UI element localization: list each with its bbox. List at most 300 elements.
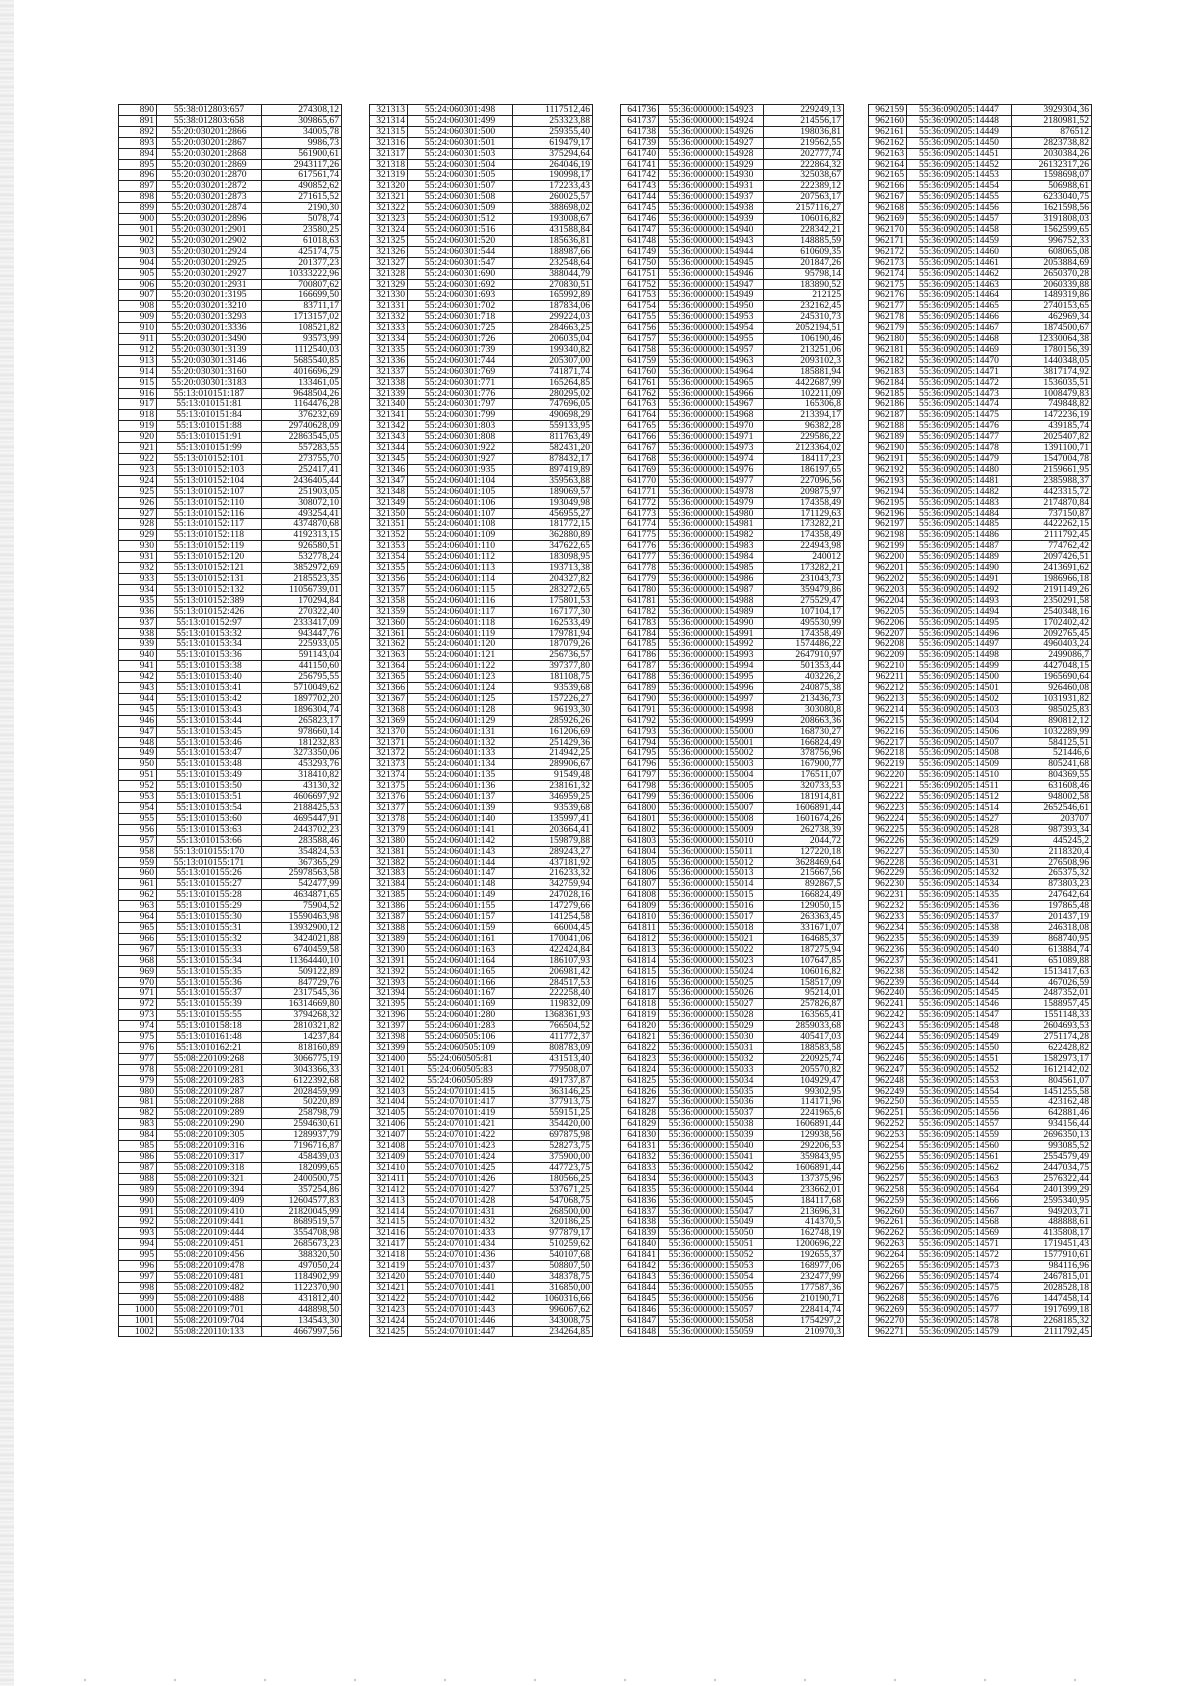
cadastral-number-cell: 55:36:090205:14494 [907, 606, 1012, 617]
cadastral-number-cell: 55:36:000000:154973 [659, 443, 764, 454]
table-row [621, 617, 844, 628]
table-row [119, 737, 342, 748]
cadastral-value-cell: 50220,89 [262, 1097, 342, 1108]
row-number-cell: 641762 [621, 388, 659, 399]
table-row [119, 388, 342, 399]
cadastral-value-cell: 462969,34 [1012, 312, 1092, 323]
cadastral-number-cell: 55:36:090205:14552 [907, 1064, 1012, 1075]
cadastral-number-cell: 55:36:090205:14568 [907, 1217, 1012, 1228]
cadastral-value-cell: 12330064,38 [1012, 334, 1092, 345]
table-row [621, 912, 844, 923]
cadastral-number-cell: 55:36:090205:14484 [907, 508, 1012, 519]
cadastral-value-cell: 284517,53 [513, 977, 593, 988]
table-row [370, 770, 593, 781]
row-number-cell: 321398 [370, 1032, 408, 1043]
cadastral-number-cell: 55:24:060401:122 [408, 661, 513, 672]
table-row [370, 781, 593, 792]
cadastral-number-cell: 55:36:090205:14465 [907, 301, 1012, 312]
table-row [621, 530, 844, 541]
table-row [119, 824, 342, 835]
cadastral-value-cell: 13932900,12 [262, 922, 342, 933]
table-row [621, 879, 844, 890]
row-number-cell: 321424 [370, 1315, 408, 1326]
cadastral-value-cell: 161206,69 [513, 726, 593, 737]
table-row [119, 170, 342, 181]
cadastral-number-cell: 55:24:060401:118 [408, 617, 513, 628]
row-number-cell: 641804 [621, 846, 659, 857]
cadastral-number-cell: 55:24:060401:163 [408, 944, 513, 955]
row-number-cell: 321354 [370, 552, 408, 563]
cadastral-value-cell: 14237,84 [262, 1032, 342, 1043]
row-number-cell: 962172 [869, 246, 907, 257]
table-row [119, 1162, 342, 1173]
table-row [370, 617, 593, 628]
table-row [869, 192, 1092, 203]
row-number-cell: 641769 [621, 464, 659, 475]
table-row [869, 770, 1092, 781]
table-row [621, 1326, 844, 1337]
row-number-cell: 641816 [621, 977, 659, 988]
cadastral-number-cell: 55:36:000000:154997 [659, 693, 764, 704]
cadastral-number-cell: 55:24:060301:799 [408, 410, 513, 421]
cadastral-number-cell: 55:13:010152:132 [157, 584, 262, 595]
table-row [621, 246, 844, 257]
cadastral-number-cell: 55:36:090205:14540 [907, 944, 1012, 955]
table-row [869, 1053, 1092, 1064]
cadastral-number-cell: 55:13:010155:35 [157, 966, 262, 977]
cadastral-number-cell: 55:24:070101:421 [408, 1119, 513, 1130]
row-number-cell: 999 [119, 1293, 157, 1304]
table-row [119, 105, 342, 116]
cadastral-value-cell: 2594630,61 [262, 1119, 342, 1130]
table-row [370, 933, 593, 944]
cadastral-value-cell: 162533,49 [513, 617, 593, 628]
table-row [119, 1032, 342, 1043]
row-number-cell: 962263 [869, 1239, 907, 1250]
cadastral-number-cell: 55:13:010152:119 [157, 541, 262, 552]
table-row [621, 552, 844, 563]
row-number-cell: 641779 [621, 573, 659, 584]
row-number-cell: 951 [119, 770, 157, 781]
cadastral-number-cell: 55:13:010151:81 [157, 399, 262, 410]
table-row [621, 519, 844, 530]
row-number-cell: 641752 [621, 279, 659, 290]
row-number-cell: 641759 [621, 355, 659, 366]
cadastral-number-cell: 55:36:090205:14508 [907, 748, 1012, 759]
row-number-cell: 641809 [621, 901, 659, 912]
cadastral-number-cell: 55:36:000000:154947 [659, 279, 764, 290]
cadastral-number-cell: 55:36:000000:155058 [659, 1315, 764, 1326]
cadastral-number-cell: 55:13:010153:51 [157, 792, 262, 803]
cadastral-value-cell: 2092765,45 [1012, 628, 1092, 639]
cadastral-value-cell: 613884,74 [1012, 944, 1092, 955]
cadastral-value-cell: 193713,38 [513, 563, 593, 574]
table-row [869, 813, 1092, 824]
row-number-cell: 321422 [370, 1293, 408, 1304]
cadastral-number-cell: 55:24:060401:165 [408, 966, 513, 977]
row-number-cell: 1001 [119, 1315, 157, 1326]
cadastral-number-cell: 55:24:060401:283 [408, 1021, 513, 1032]
cadastral-number-cell: 55:20:030201:3195 [157, 290, 262, 301]
cadastral-value-cell: 388320,50 [262, 1250, 342, 1261]
cadastral-number-cell: 55:36:090205:14507 [907, 737, 1012, 748]
row-number-cell: 321363 [370, 650, 408, 661]
row-number-cell: 962203 [869, 584, 907, 595]
table-row [370, 661, 593, 672]
cadastral-number-cell: 55:13:010155:28 [157, 890, 262, 901]
table-row [869, 563, 1092, 574]
cadastral-value-cell: 214942,25 [513, 748, 593, 759]
cadastral-value-cell: 16314669,80 [262, 999, 342, 1010]
cadastral-value-cell: 183890,52 [764, 279, 844, 290]
row-number-cell: 321344 [370, 443, 408, 454]
row-number-cell: 321414 [370, 1206, 408, 1217]
cadastral-number-cell: 55:36:000000:155023 [659, 955, 764, 966]
table-row [869, 584, 1092, 595]
cadastral-value-cell: 106016,82 [764, 214, 844, 225]
row-number-cell: 641827 [621, 1097, 659, 1108]
row-number-cell: 641776 [621, 541, 659, 552]
cadastral-number-cell: 55:36:000000:155047 [659, 1206, 764, 1217]
row-number-cell: 641778 [621, 563, 659, 574]
table-row [621, 977, 844, 988]
table-row [621, 421, 844, 432]
row-number-cell: 935 [119, 595, 157, 606]
table-row [621, 595, 844, 606]
cadastral-number-cell: 55:36:090205:14544 [907, 977, 1012, 988]
cadastral-number-cell: 55:36:000000:155000 [659, 726, 764, 737]
cadastral-number-cell: 55:36:090205:14563 [907, 1173, 1012, 1184]
row-number-cell: 641777 [621, 552, 659, 563]
row-number-cell: 921 [119, 443, 157, 454]
cadastral-value-cell: 441150,60 [262, 661, 342, 672]
cadastral-number-cell: 55:36:090205:14578 [907, 1315, 1012, 1326]
table-row [621, 475, 844, 486]
table-row [869, 126, 1092, 137]
cadastral-value-cell: 2740153,65 [1012, 301, 1092, 312]
row-number-cell: 990 [119, 1195, 157, 1206]
cadastral-number-cell: 55:13:010153:42 [157, 693, 262, 704]
table-row [869, 399, 1092, 410]
table-row [621, 1108, 844, 1119]
table-row [621, 137, 844, 148]
cadastral-value-cell: 1562599,65 [1012, 224, 1092, 235]
cadastral-value-cell: 501353,44 [764, 661, 844, 672]
cadastral-number-cell: 55:20:030201:3490 [157, 334, 262, 345]
cadastral-value-cell: 347622,65 [513, 541, 593, 552]
row-number-cell: 321419 [370, 1261, 408, 1272]
row-number-cell: 321406 [370, 1119, 408, 1130]
cadastral-value-cell: 2499086,7 [1012, 650, 1092, 661]
table-row [621, 454, 844, 465]
cadastral-value-cell: 147279,66 [513, 901, 593, 912]
row-number-cell: 321338 [370, 377, 408, 388]
cadastral-number-cell: 55:36:090205:14554 [907, 1086, 1012, 1097]
cadastral-value-cell: 265823,17 [262, 715, 342, 726]
cadastral-number-cell: 55:36:090205:14486 [907, 530, 1012, 541]
cadastral-value-cell: 1588957,45 [1012, 999, 1092, 1010]
table-row [621, 1021, 844, 1032]
cadastral-value-cell: 265375,32 [1012, 868, 1092, 879]
cadastral-number-cell: 55:36:090205:14501 [907, 683, 1012, 694]
cadastral-number-cell: 55:36:090205:14495 [907, 617, 1012, 628]
cadastral-value-cell: 21820045,99 [262, 1206, 342, 1217]
table-row [370, 464, 593, 475]
cadastral-number-cell: 55:24:060401:120 [408, 639, 513, 650]
cadastral-value-cell: 497050,24 [262, 1261, 342, 1272]
row-number-cell: 321353 [370, 541, 408, 552]
cadastral-value-cell: 2540348,16 [1012, 606, 1092, 617]
cadastral-number-cell: 55:36:090205:14510 [907, 770, 1012, 781]
table-row [370, 279, 593, 290]
row-number-cell: 321351 [370, 519, 408, 530]
table-row [370, 399, 593, 410]
table-row [119, 159, 342, 170]
table-row [119, 857, 342, 868]
cadastral-number-cell: 55:36:000000:155030 [659, 1032, 764, 1043]
table-row [621, 235, 844, 246]
table-row [119, 584, 342, 595]
cadastral-number-cell: 55:08:220109:288 [157, 1097, 262, 1108]
cadastral-number-cell: 55:36:090205:14511 [907, 781, 1012, 792]
cadastral-value-cell: 316850,00 [513, 1282, 593, 1293]
cadastral-number-cell: 55:36:090205:14547 [907, 1010, 1012, 1021]
table-row [869, 312, 1092, 323]
row-number-cell: 900 [119, 214, 157, 225]
cadastral-value-cell: 258798,79 [262, 1108, 342, 1119]
cadastral-value-cell: 256795,55 [262, 672, 342, 683]
row-number-cell: 962180 [869, 334, 907, 345]
row-number-cell: 962231 [869, 890, 907, 901]
table-row [370, 1108, 593, 1119]
cadastral-value-cell: 214556,17 [764, 115, 844, 126]
table-row [370, 1271, 593, 1282]
table-row [621, 148, 844, 159]
table-row [621, 1075, 844, 1086]
cadastral-number-cell: 55:24:070101:446 [408, 1315, 513, 1326]
row-number-cell: 976 [119, 1042, 157, 1053]
table-row [869, 726, 1092, 737]
cadastral-number-cell: 55:08:220109:321 [157, 1173, 262, 1184]
cadastral-value-cell: 137375,96 [764, 1173, 844, 1184]
table-row [869, 683, 1092, 694]
row-number-cell: 962197 [869, 519, 907, 530]
table-row [370, 268, 593, 279]
row-number-cell: 962237 [869, 955, 907, 966]
cadastral-value-cell: 357254,86 [262, 1184, 342, 1195]
row-number-cell: 903 [119, 246, 157, 257]
cadastral-value-cell: 978660,14 [262, 726, 342, 737]
cadastral-number-cell: 55:13:010153:54 [157, 803, 262, 814]
table-row [370, 519, 593, 530]
cadastral-value-cell: 95214,01 [764, 988, 844, 999]
cadastral-value-cell: 3929304,36 [1012, 105, 1092, 116]
cadastral-number-cell: 55:36:000000:154995 [659, 672, 764, 683]
cadastral-number-cell: 55:36:000000:155014 [659, 879, 764, 890]
table-row [869, 137, 1092, 148]
cadastral-value-cell: 608065,08 [1012, 246, 1092, 257]
cadastral-value-cell: 2436405,44 [262, 475, 342, 486]
cadastral-number-cell: 55:13:010152:131 [157, 573, 262, 584]
cadastral-number-cell: 55:24:060401:280 [408, 1010, 513, 1021]
cadastral-value-cell: 431812,40 [262, 1293, 342, 1304]
row-number-cell: 962243 [869, 1021, 907, 1032]
row-number-cell: 962166 [869, 181, 907, 192]
cadastral-value-cell: 2467815,01 [1012, 1271, 1092, 1282]
cadastral-value-cell: 5710049,62 [262, 683, 342, 694]
cadastral-value-cell: 2385988,37 [1012, 475, 1092, 486]
table-row [119, 748, 342, 759]
table-row [370, 999, 593, 1010]
row-number-cell: 641803 [621, 835, 659, 846]
cadastral-number-cell: 55:36:090205:14475 [907, 410, 1012, 421]
cadastral-value-cell: 224943,98 [764, 541, 844, 552]
cadastral-value-cell: 422424,84 [513, 944, 593, 955]
row-number-cell: 321388 [370, 922, 408, 933]
cadastral-value-cell: 3066775,19 [262, 1053, 342, 1064]
cadastral-number-cell: 55:08:220109:410 [157, 1206, 262, 1217]
cadastral-number-cell: 55:36:090205:14528 [907, 824, 1012, 835]
cadastral-value-cell: 2025407,82 [1012, 432, 1092, 443]
cadastral-value-cell: 170294,84 [262, 595, 342, 606]
cadastral-number-cell: 55:24:070101:440 [408, 1271, 513, 1282]
table-row [621, 279, 844, 290]
cadastral-number-cell: 55:36:090205:14487 [907, 541, 1012, 552]
table-row [370, 683, 593, 694]
cadastral-number-cell: 55:36:090205:14478 [907, 443, 1012, 454]
cadastral-number-cell: 55:24:060401:128 [408, 704, 513, 715]
cadastral-value-cell: 165306,8 [764, 399, 844, 410]
cadastral-number-cell: 55:36:000000:154999 [659, 715, 764, 726]
cadastral-value-cell: 2443702,23 [262, 824, 342, 835]
table-row [869, 443, 1092, 454]
table-row [370, 443, 593, 454]
table-row [119, 410, 342, 421]
row-number-cell: 995 [119, 1250, 157, 1261]
cadastral-value-cell: 397377,80 [513, 661, 593, 672]
cadastral-number-cell: 55:24:060401:166 [408, 977, 513, 988]
cadastral-value-cell: 491737,87 [513, 1075, 593, 1086]
table-row [370, 105, 593, 116]
table-row [869, 868, 1092, 879]
cadastral-value-cell: 225933,05 [262, 639, 342, 650]
table-row [869, 944, 1092, 955]
row-number-cell: 641820 [621, 1021, 659, 1032]
cadastral-value-cell: 631608,46 [1012, 781, 1092, 792]
cadastral-value-cell: 270322,40 [262, 606, 342, 617]
row-number-cell: 641812 [621, 933, 659, 944]
table-row [869, 1239, 1092, 1250]
row-number-cell: 962239 [869, 977, 907, 988]
table-row [621, 105, 844, 116]
cadastral-number-cell: 55:13:010151:91 [157, 432, 262, 443]
row-number-cell: 641760 [621, 366, 659, 377]
table-row [119, 1250, 342, 1261]
cadastral-number-cell: 55:24:070101:432 [408, 1217, 513, 1228]
cadastral-number-cell: 55:24:060401:141 [408, 824, 513, 835]
cadastral-value-cell: 190998,17 [513, 170, 593, 181]
cadastral-value-cell: 1122370,90 [262, 1282, 342, 1293]
table-row [869, 933, 1092, 944]
table-row [869, 1108, 1092, 1119]
table-row [370, 552, 593, 563]
row-number-cell: 321416 [370, 1228, 408, 1239]
cadastral-number-cell: 55:13:010155:33 [157, 944, 262, 955]
table-row [869, 955, 1092, 966]
cadastral-value-cell: 180566,25 [513, 1173, 593, 1184]
cadastral-value-cell: 209875,97 [764, 486, 844, 497]
cadastral-number-cell: 55:36:090205:14559 [907, 1130, 1012, 1141]
cadastral-number-cell: 55:36:090205:14571 [907, 1239, 1012, 1250]
cadastral-value-cell: 166824,49 [764, 890, 844, 901]
row-number-cell: 321335 [370, 344, 408, 355]
table-row [119, 595, 342, 606]
table-row [119, 432, 342, 443]
cadastral-number-cell: 55:13:010155:27 [157, 879, 262, 890]
cadastral-value-cell: 934156,44 [1012, 1119, 1092, 1130]
row-number-cell: 962229 [869, 868, 907, 879]
cadastral-value-cell: 12604577,83 [262, 1195, 342, 1206]
cadastral-number-cell: 55:24:060301:725 [408, 323, 513, 334]
cadastral-number-cell: 55:36:090205:14569 [907, 1228, 1012, 1239]
row-number-cell: 962256 [869, 1162, 907, 1173]
cadastral-value-cell: 232548,64 [513, 257, 593, 268]
cadastral-number-cell: 55:36:000000:154963 [659, 355, 764, 366]
cadastral-number-cell: 55:13:010152:121 [157, 563, 262, 574]
cadastral-number-cell: 55:36:090205:14476 [907, 421, 1012, 432]
row-number-cell: 962202 [869, 573, 907, 584]
cadastral-number-cell: 55:13:010155:39 [157, 999, 262, 1010]
row-number-cell: 321332 [370, 312, 408, 323]
table-row [119, 890, 342, 901]
cadastral-number-cell: 55:08:220109:287 [157, 1086, 262, 1097]
cadastral-value-cell: 1031931,82 [1012, 693, 1092, 704]
table-row [119, 770, 342, 781]
cadastral-number-cell: 55:36:000000:155051 [659, 1239, 764, 1250]
row-number-cell: 641768 [621, 454, 659, 465]
table-row [621, 1250, 844, 1261]
row-number-cell: 962236 [869, 944, 907, 955]
cadastral-value-cell: 205307,00 [513, 355, 593, 366]
table-row [621, 868, 844, 879]
cadastral-value-cell: 1574486,22 [764, 639, 844, 650]
table-row [119, 115, 342, 126]
table-row [119, 126, 342, 137]
table-row [119, 922, 342, 933]
row-number-cell: 641754 [621, 301, 659, 312]
row-number-cell: 641837 [621, 1206, 659, 1217]
row-number-cell: 641736 [621, 105, 659, 116]
table-row [119, 399, 342, 410]
row-number-cell: 641818 [621, 999, 659, 1010]
row-number-cell: 980 [119, 1086, 157, 1097]
table-row [119, 1108, 342, 1119]
row-number-cell: 962192 [869, 464, 907, 475]
cadastral-value-cell: 141254,58 [513, 912, 593, 923]
cadastral-value-cell: 256736,57 [513, 650, 593, 661]
table-row [370, 377, 593, 388]
cadastral-number-cell: 55:24:060401:167 [408, 988, 513, 999]
row-number-cell: 321339 [370, 388, 408, 399]
table-row [621, 1152, 844, 1163]
row-number-cell: 890 [119, 105, 157, 116]
cadastral-number-cell: 55:36:090205:14463 [907, 279, 1012, 290]
cadastral-number-cell: 55:24:060401:115 [408, 584, 513, 595]
cadastral-value-cell: 3852972,69 [262, 563, 342, 574]
cadastral-number-cell: 55:36:090205:14537 [907, 912, 1012, 923]
cadastral-value-cell: 375900,00 [513, 1152, 593, 1163]
table-row [621, 366, 844, 377]
